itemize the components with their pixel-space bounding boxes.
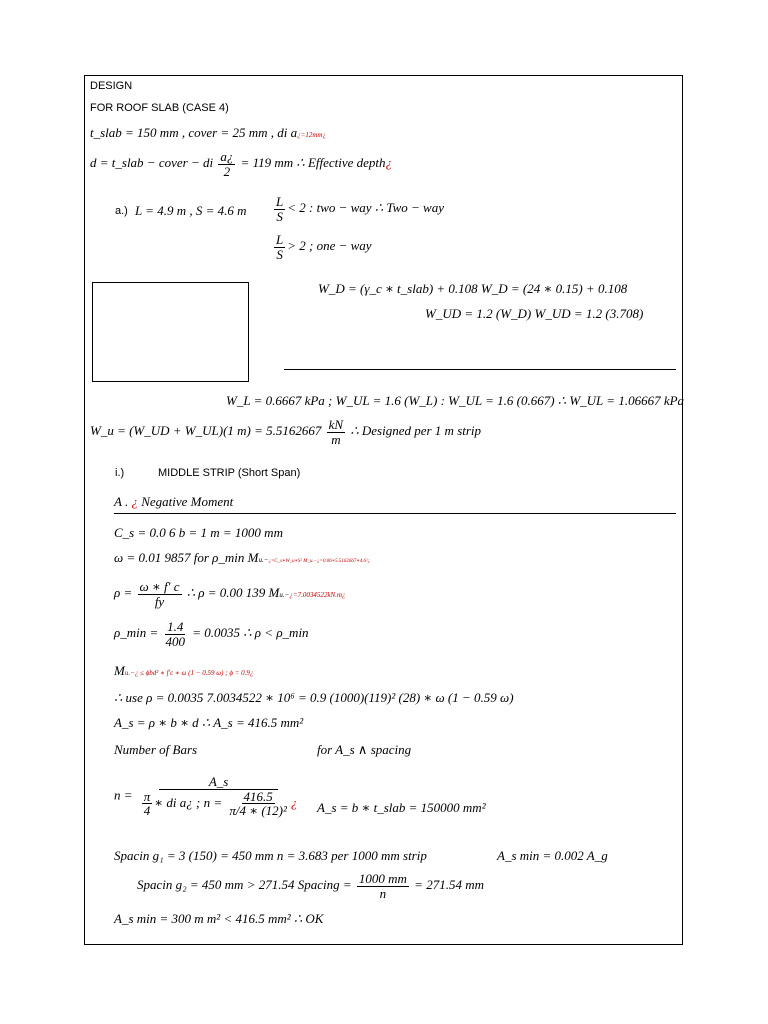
omega-sub: u.− xyxy=(258,556,269,564)
n-formula xyxy=(114,775,301,818)
omega-tail: ¿=C_s∗W_u∗S² M_u.−¿=0.06∗5.5162667∗4.6²¿ xyxy=(268,559,371,564)
middle-strip-title: MIDDLE STRIP (Short Span) xyxy=(158,467,301,479)
depth-tail: ¿ xyxy=(385,155,393,171)
slab-params-text: t_slab = 150 mm , cover = 25 mm , di a xyxy=(90,125,298,140)
dead-load-line: W_D = (γ_c ∗ t_slab) + 0.108 W_D = (24 ∗ 0.15) + 0.108 xyxy=(318,281,628,296)
mu-capacity-line xyxy=(114,663,253,679)
as-line: A_s = ρ ∗ b ∗ d ∴ A_s = 416.5 mm² xyxy=(114,715,304,730)
pi-num: π xyxy=(143,788,151,804)
rho-line xyxy=(114,580,345,608)
case-a-label: a.) xyxy=(115,205,128,217)
n-tail: ¿ xyxy=(290,794,298,810)
section-letter: A . xyxy=(114,494,132,509)
rhomin-post: = 0.0035 ∴ ρ < ρ_min xyxy=(192,625,309,641)
depth-pre: d = t_slab − cover − di xyxy=(90,155,214,171)
as-min-check: A_s min = 300 m m² < 416.5 mm² ∴ OK xyxy=(114,911,324,926)
omega-text: ω = 0.01 9857 for ρ_min M xyxy=(114,550,259,565)
depth-post: = 119 mm ∴ Effective depth xyxy=(240,155,386,171)
section-red: ¿ xyxy=(131,494,138,509)
rhomin-fraction xyxy=(164,620,188,648)
omega-line xyxy=(114,550,370,566)
rho-den: fy xyxy=(154,593,165,609)
wu-pre: W_u = (W_UD + W_UL)(1 m) = 5.5162667 xyxy=(90,423,322,439)
wu-frac-num: kN xyxy=(328,417,344,432)
n-num: A_s xyxy=(159,775,279,790)
slab-params-tail: ¿=12mm¿ xyxy=(297,131,326,139)
case-a-dims: L = 4.9 m , S = 4.6 m xyxy=(135,203,247,218)
mu-letter: M xyxy=(114,663,125,678)
wu-frac-den: m xyxy=(331,431,341,447)
rho-tail: ¿=7.0034522kN.m¿ xyxy=(289,591,346,600)
bars-for-label: for A_s ∧ spacing xyxy=(317,742,412,757)
ratio1-fraction xyxy=(274,195,285,223)
ratio2-den: S xyxy=(276,246,283,262)
pi-den: 4 xyxy=(143,803,151,819)
depth-fraction xyxy=(218,150,235,178)
rho-num: ω ∗ f′ c xyxy=(139,579,180,594)
use-rho-line: ∴ use ρ = 0.0035 7.0034522 ∗ 10⁶ = 0.9 (1000)(119)² (28) ∗ ω (1 − 0.59 ω) xyxy=(114,690,514,705)
spacing2-post: = 271.54 mm xyxy=(414,877,484,893)
n-den-rest: ∗ di a¿ ; n = xyxy=(154,794,223,810)
rhomin-den: 400 xyxy=(165,633,186,649)
rho-pre: ρ = xyxy=(114,585,133,601)
roof-slab-heading: FOR ROOF SLAB (CASE 4) xyxy=(90,102,229,114)
ratio-one-way xyxy=(272,233,372,261)
spacing2-den: n xyxy=(379,885,387,901)
ratio-two-way xyxy=(272,195,444,223)
spacing2-pre: Spacin g₂ = 450 mm > 271.54 Spacing = xyxy=(137,877,352,893)
n2-den: π/4 ∗ (12)² xyxy=(229,803,287,819)
rhomin-num: 1.4 xyxy=(167,619,184,634)
slab-params-line xyxy=(90,125,326,141)
effective-depth-line xyxy=(90,150,392,178)
live-load-line: W_L = 0.6667 kPa ; W_UL = 1.6 (W_L) : W_UL = 1.6 (0.667) ∴ W_UL = 1.06667 kPa xyxy=(226,393,685,408)
pi-over-4 xyxy=(142,790,153,818)
ultimate-dead-load-line: W_UD = 1.2 (W_D) W_UD = 1.2 (3.708) xyxy=(425,306,644,321)
negative-moment-heading xyxy=(114,494,233,510)
n2-fraction xyxy=(227,790,289,818)
n-pre: n = xyxy=(114,787,133,803)
as-min-formula: A_s min = 0.002 A_g xyxy=(497,848,608,863)
rhomin-pre: ρ_min = xyxy=(114,625,159,641)
rho-sub: u.− xyxy=(279,591,290,600)
spacing1-line: Spacin g₁ = 3 (150) = 450 mm n = 3.683 per 1000 mm strip xyxy=(114,848,427,863)
wu-fraction xyxy=(327,418,345,446)
divider-line xyxy=(284,369,676,370)
slab-sketch-box xyxy=(92,282,249,382)
ratio1-den: S xyxy=(276,208,283,224)
wu-post: ∴ Designed per 1 m strip xyxy=(350,423,482,439)
n-fraction xyxy=(138,775,300,818)
design-heading: DESIGN xyxy=(90,80,133,92)
n2-num: 416.5 xyxy=(243,788,273,804)
rho-fraction xyxy=(138,580,182,608)
number-of-bars-label: Number of Bars xyxy=(114,742,198,757)
ratio1-num: L xyxy=(276,194,284,209)
spacing2-num: 1000 mm xyxy=(358,871,407,886)
spacing2-fraction xyxy=(357,872,409,900)
rho-min-line xyxy=(114,620,309,648)
ratio2-text: > 2 ; one − way xyxy=(287,238,372,254)
depth-frac-den: 2 xyxy=(223,163,231,179)
n-den xyxy=(138,790,300,818)
section-underline xyxy=(114,513,676,514)
as-gross-line: A_s = b ∗ t_slab = 150000 mm² xyxy=(317,800,486,815)
spacing2-line xyxy=(137,872,484,900)
ratio1-text: < 2 : two − way ∴ Two − way xyxy=(287,200,445,216)
middle-strip-label: i.) xyxy=(115,467,125,479)
depth-frac-num: a¿ xyxy=(220,149,234,164)
ultimate-load-line xyxy=(90,418,481,446)
mu-small: u.−¿ ≤ ϕbd² ∗ f′c ∗ ω (1 − 0.59 ω) ; ϕ = 0.9¿ xyxy=(124,669,254,677)
ratio2-fraction xyxy=(274,233,285,261)
rho-post: ∴ ρ = 0.00 139 M xyxy=(186,585,280,601)
section-rest: Negative Moment xyxy=(137,494,234,509)
cs-line: C_s = 0.0 6 b = 1 m = 1000 mm xyxy=(114,525,283,540)
ratio2-num: L xyxy=(276,232,284,247)
